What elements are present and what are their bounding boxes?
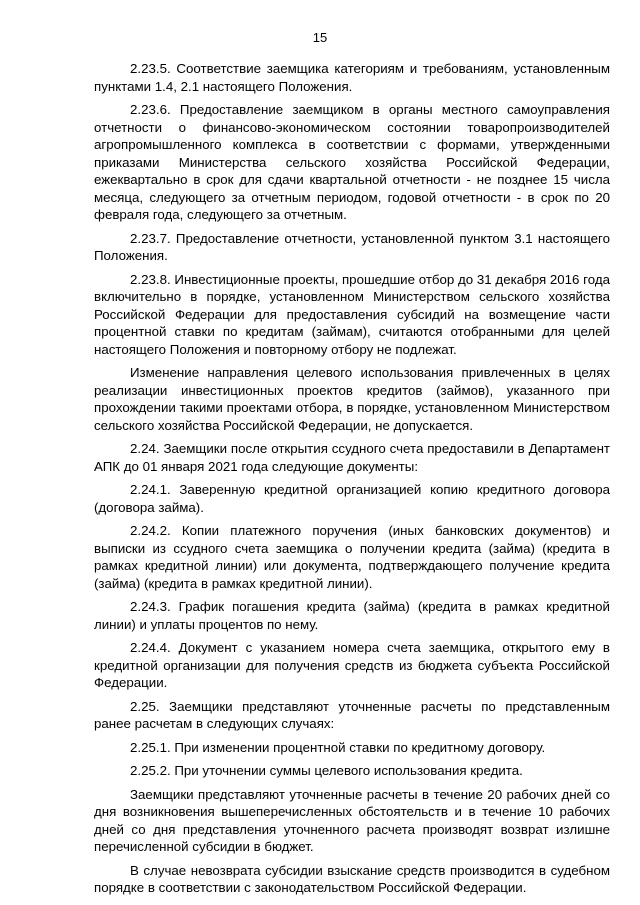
paragraph-2-23-5: 2.23.5. Соответствие заемщика категориям и требованиям, установленным пунктами 1.4, 2.1 настоящего Положения.	[94, 61, 610, 94]
paragraph-recalculation: Заемщики представляют уточненные расчеты в течение 20 рабочих дней со дня возникновения вышеперечисленных обстоятельств и в течение 10 рабочих дней со дня представления уточненного расчета производят возврат излишне перечисленной субсидии в бюджет.	[94, 786, 610, 854]
paragraph-2-24-4: 2.24.4. Документ с указанием номера счета заемщика, открытого ему в кредитной организации для получения средств из бюджета субъекта Российской Федерации.	[94, 640, 610, 690]
paragraph-2-24-3: 2.24.3. График погашения кредита (займа) (кредита в рамках кредитной линии) и уплаты процентов по нему.	[94, 599, 610, 632]
paragraph-2-24-1: 2.24.1. Заверенную кредитной организацией копию кредитного договора (договора займа).	[94, 482, 610, 515]
paragraph-court-recovery: В случае невозврата субсидии взыскание средств производится в судебном порядке в соответствии с законодательством Российской Федерации.	[94, 862, 610, 895]
paragraph-2-25-2: 2.25.2. При уточнении суммы целевого использования кредита.	[130, 763, 523, 778]
page-number: 15	[312, 30, 328, 45]
paragraph-2-24: 2.24. Заемщики после открытия ссудного счета предоставили в Департамент АПК до 01 января 2021 года следующие документы:	[94, 441, 610, 474]
paragraph-2-25: 2.25. Заемщики представляют уточненные расчеты по представленным ранее расчетам в следующих случаях:	[94, 698, 610, 731]
paragraph-2-23-6: 2.23.6. Предоставление заемщиком в органы местного самоуправления отчетности о финансово-экономическом состоянии товаропроизводителей агропромышленного комплекса в соответствии с формами, утвержденными приказами Министерства сельского хозяйства Российской Федерации, ежеквартально в срок для сдачи квартальной отчетности - не позднее 15 числа месяца, следующего за отчетным периодом, годовой отчетности - в срок по 20 февраля года, следующего за отчетным.	[94, 102, 610, 222]
paragraph-2-25-1: 2.25.1. При изменении процентной ставки по кредитному договору.	[130, 739, 546, 755]
paragraph-2-23-8: 2.23.8. Инвестиционные проекты, прошедшие отбор до 31 декабря 2016 года включительно в порядке, установленном Министерством сельского хозяйства Российской Федерации для предоставления субсидий на возмещение части процентной ставки по кредитам (займам), считаются отобранными для целей настоящего Положения и повторному отбору не подлежат.	[94, 271, 610, 357]
paragraph-2-24-2: 2.24.2. Копии платежного поручения (иных банковских документов) и выписки из ссудного счета заемщика о получении кредита (займа) (кредита в рамках кредитной линии) или документа, подтверждающего получение кредита (займа) (кредита в рамках кредитной линии).	[94, 523, 610, 591]
paragraph-2-23-7: 2.23.7. Предоставление отчетности, установленной пунктом 3.1 настоящего Положения.	[94, 230, 610, 263]
paragraph-target-change: Изменение направления целевого использования привлеченных в целях реализации инвестиционных проектов кредитов (займов), указанного при прохождении такими проектами отбора, в порядке, установленном Министерством сельского хозяйства Российской Федерации, не допускается.	[94, 365, 610, 433]
document-body	[94, 60, 610, 903]
